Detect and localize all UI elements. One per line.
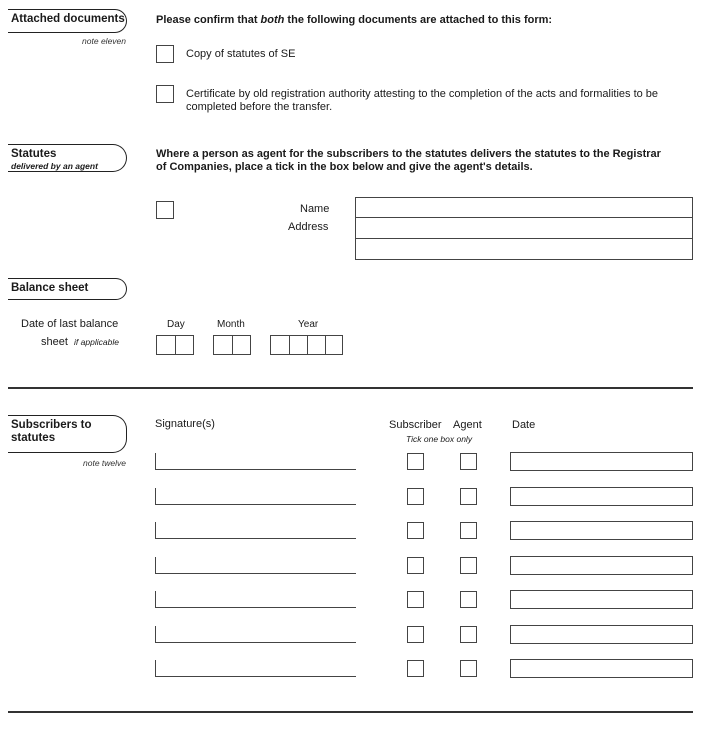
note-reference: note twelve (83, 458, 126, 468)
date-label: Date of last balance (21, 318, 119, 330)
date-field[interactable] (510, 521, 693, 540)
agent-checkbox[interactable] (460, 557, 477, 574)
section-divider (8, 711, 693, 713)
signature-field[interactable] (155, 488, 356, 505)
subscriber-checkbox[interactable] (407, 660, 424, 677)
agent-checkbox[interactable] (460, 660, 477, 677)
section-tab-balance-sheet (8, 278, 127, 300)
date-field[interactable] (510, 556, 693, 575)
day-label: Day (167, 319, 185, 330)
date-header: Date (512, 419, 536, 431)
section-tab-statutes (8, 144, 127, 172)
signature-field[interactable] (155, 591, 356, 608)
subscriber-checkbox[interactable] (407, 453, 424, 470)
note-reference: note eleven (82, 36, 126, 46)
section-title: statutes (11, 432, 56, 444)
name-label: Name (300, 203, 330, 215)
date-field[interactable] (510, 659, 693, 678)
checkbox-label: Certificate by old registration authority attesting to the completion of the acts and formalities to be (186, 88, 659, 100)
agent-name-field[interactable] (355, 197, 693, 218)
agent-checkbox[interactable] (460, 453, 477, 470)
agent-header: Agent (453, 419, 482, 431)
subscriber-checkbox[interactable] (407, 557, 424, 574)
date-field[interactable] (510, 625, 693, 644)
agent-checkbox[interactable] (460, 488, 477, 505)
agent-checkbox[interactable] (460, 522, 477, 539)
signature-header: Signature(s) (155, 418, 215, 430)
section-tab-attached-documents (8, 9, 127, 33)
statutes-copy-checkbox[interactable] (156, 45, 174, 63)
section-title: Balance sheet (11, 282, 89, 294)
month-label: Month (217, 319, 245, 330)
section-subtitle: delivered by an agent (11, 161, 98, 171)
checkbox-label: Copy of statutes of SE (186, 48, 296, 60)
agent-checkbox[interactable] (460, 591, 477, 608)
signature-field[interactable] (155, 453, 356, 470)
day-input[interactable] (156, 335, 194, 355)
date-field[interactable] (510, 590, 693, 609)
date-field[interactable] (510, 487, 693, 506)
agent-address-field[interactable] (355, 217, 693, 239)
subscriber-checkbox[interactable] (407, 591, 424, 608)
section-title: Subscribers to (11, 419, 92, 431)
section-tab-subscribers (8, 415, 127, 453)
agent-instruction: Where a person as agent for the subscribers to the statutes delivers the statutes to the Registrar (156, 148, 661, 160)
agent-instruction: of Companies, place a tick in the box below and give the agent's details. (156, 161, 533, 173)
subscriber-header: Subscriber (389, 419, 442, 431)
section-divider (8, 387, 693, 389)
signature-field[interactable] (155, 660, 356, 677)
attached-instruction: Please confirm that both the following documents are attached to this form: (156, 14, 553, 26)
month-input[interactable] (213, 335, 251, 355)
year-input[interactable] (270, 335, 343, 355)
agent-address-field[interactable] (355, 238, 693, 260)
subscriber-checkbox[interactable] (407, 522, 424, 539)
tick-note: Tick one box only (406, 434, 473, 444)
address-label: Address (288, 221, 329, 233)
certificate-checkbox[interactable] (156, 85, 174, 103)
subscriber-checkbox[interactable] (407, 626, 424, 643)
signature-field[interactable] (155, 522, 356, 539)
date-label: sheet if applicable (41, 336, 119, 348)
subscriber-checkbox[interactable] (407, 488, 424, 505)
section-title: Statutes (11, 148, 57, 160)
section-title: Attached documents (11, 13, 125, 25)
date-field[interactable] (510, 452, 693, 471)
signature-field[interactable] (155, 626, 356, 643)
agent-checkbox[interactable] (156, 201, 174, 219)
year-label: Year (298, 319, 319, 330)
checkbox-label: completed before the transfer. (186, 101, 333, 113)
signature-field[interactable] (155, 557, 356, 574)
agent-checkbox[interactable] (460, 626, 477, 643)
